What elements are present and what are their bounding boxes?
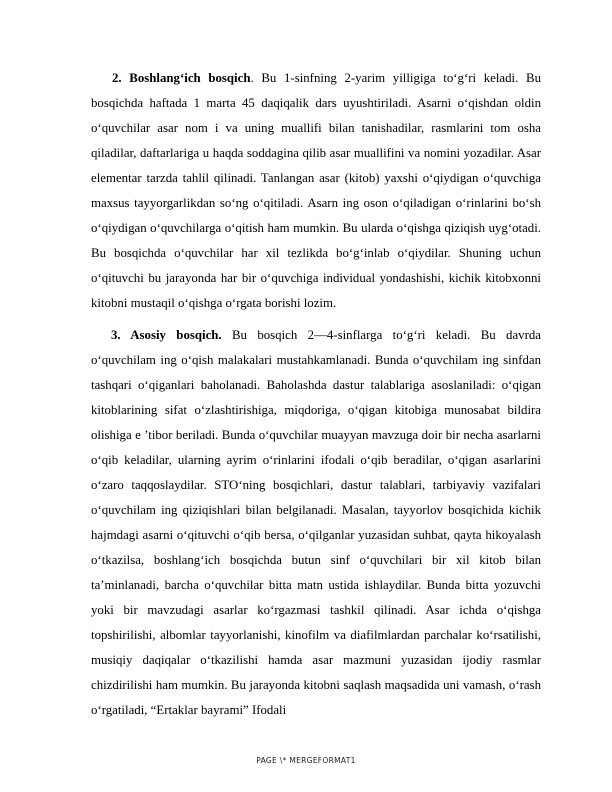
paragraph-text: . Bu 1-sinfning 2-yarim yilligiga to‘g‘ri keladi. Bu bosqichda haftada 1 marta 45 daqiqalik dars uyushtiriladi. Asarni o‘qishdan oldin o‘quvchilar asar nom i va uning muallifi bilan tanishadilar, rasmlarini tom osha qiladilar, daftarlariga u haqda soddagina qilib asar muallifini va nomini yozadilar. Asar elementar tarzda tahlil qilinadi. Tanlangan asar (kitob) yaxshi o‘qiydigan o‘quvchiga maxsus tayyorgarlikdan so‘ng o‘qitiladi. Asarn ing oson o‘qiladigan o‘rinlarini bo‘sh o‘qiydigan o‘quvchilarga o‘qitish ham mumkin. Bu ularda o‘qishga qiziqish uyg‘otadi. Bu bosqichda o‘quvchilar har xil tezlikda bo‘g‘inlab o‘qiydilar. Shuning uchun o‘qituvchi bu jarayonda har bir o‘quvchiga individual yondashishi, kichik kitobxonni kitobni mustaqil o‘qishga o‘rgata borishi lozim. xyxy=(91,71,541,310)
section-heading: 3. Asosiy bosqich. xyxy=(111,328,222,342)
paragraph-asosiy-bosqich xyxy=(91,323,541,723)
page-footer-field: PAGE \* MERGEFORMAT1 xyxy=(256,756,356,765)
document-page xyxy=(91,66,541,723)
paragraph-boshlangich-bosqich xyxy=(91,66,541,316)
paragraph-text: Bu bosqich 2—4-sinflarga to‘g‘ri keladi. Bu davrda o‘quvchilam ing o‘qish malakalari mustahkamlanadi. Bunda o‘quvchilam ing sinfdan tashqari o‘qiganlari baholanadi. Baholashda dastur talablariga asoslaniladi: o‘qigan kitoblarining sifat o‘zlashtirishiga, miqdoriga, o‘qigan kitobiga munosabat bildira olishiga e ’tibor beriladi. Bunda o‘quvchilar muayyan mavzuga doir bir necha asarlarni o‘qib keladilar, ularning ayrim o‘rinlarini ifodali o‘qib beradilar, o‘qigan asarlarini o‘zaro taqqoslaydilar. STO‘ning bosqichlari, dastur talablari, tarbiyaviy vazifalari o‘quvchilam ing qiziqishlari bilan belgilanadi. Masalan, tayyorlov bosqichida kichik hajmdagi asarni o‘qituvchi o‘qib bersa, o‘qilganlar yuzasidan suhbat, qayta hikoyalash o‘tkazilsa, boshlang‘ich bosqichda butun sinf o‘quvchilari bir xil kitob bilan ta’minlanadi, barcha o‘quvchilar bitta matn ustida ishlaydilar. Bunda bitta yozuvchi yoki bir mavzudagi asarlar ko‘rgazmasi tashkil qilinadi. Asar ichda o‘qishga topshirilishi, albomlar tayyorlanishi, kinofilm va diafilmlardan parchalar ko‘rsatilishi, musiqiy daqiqalar o‘tkazilishi hamda asar mazmuni yuzasidan ijodiy rasmlar chizdirilishi ham mumkin. Bu jarayonda kitobni saqlash maqsadida uni vamash, o‘rash o‘rgatiladi, “Ertaklar bayrami” Ifodali xyxy=(91,328,542,717)
section-heading: 2. Boshlang‘ich bosqich xyxy=(112,71,251,85)
